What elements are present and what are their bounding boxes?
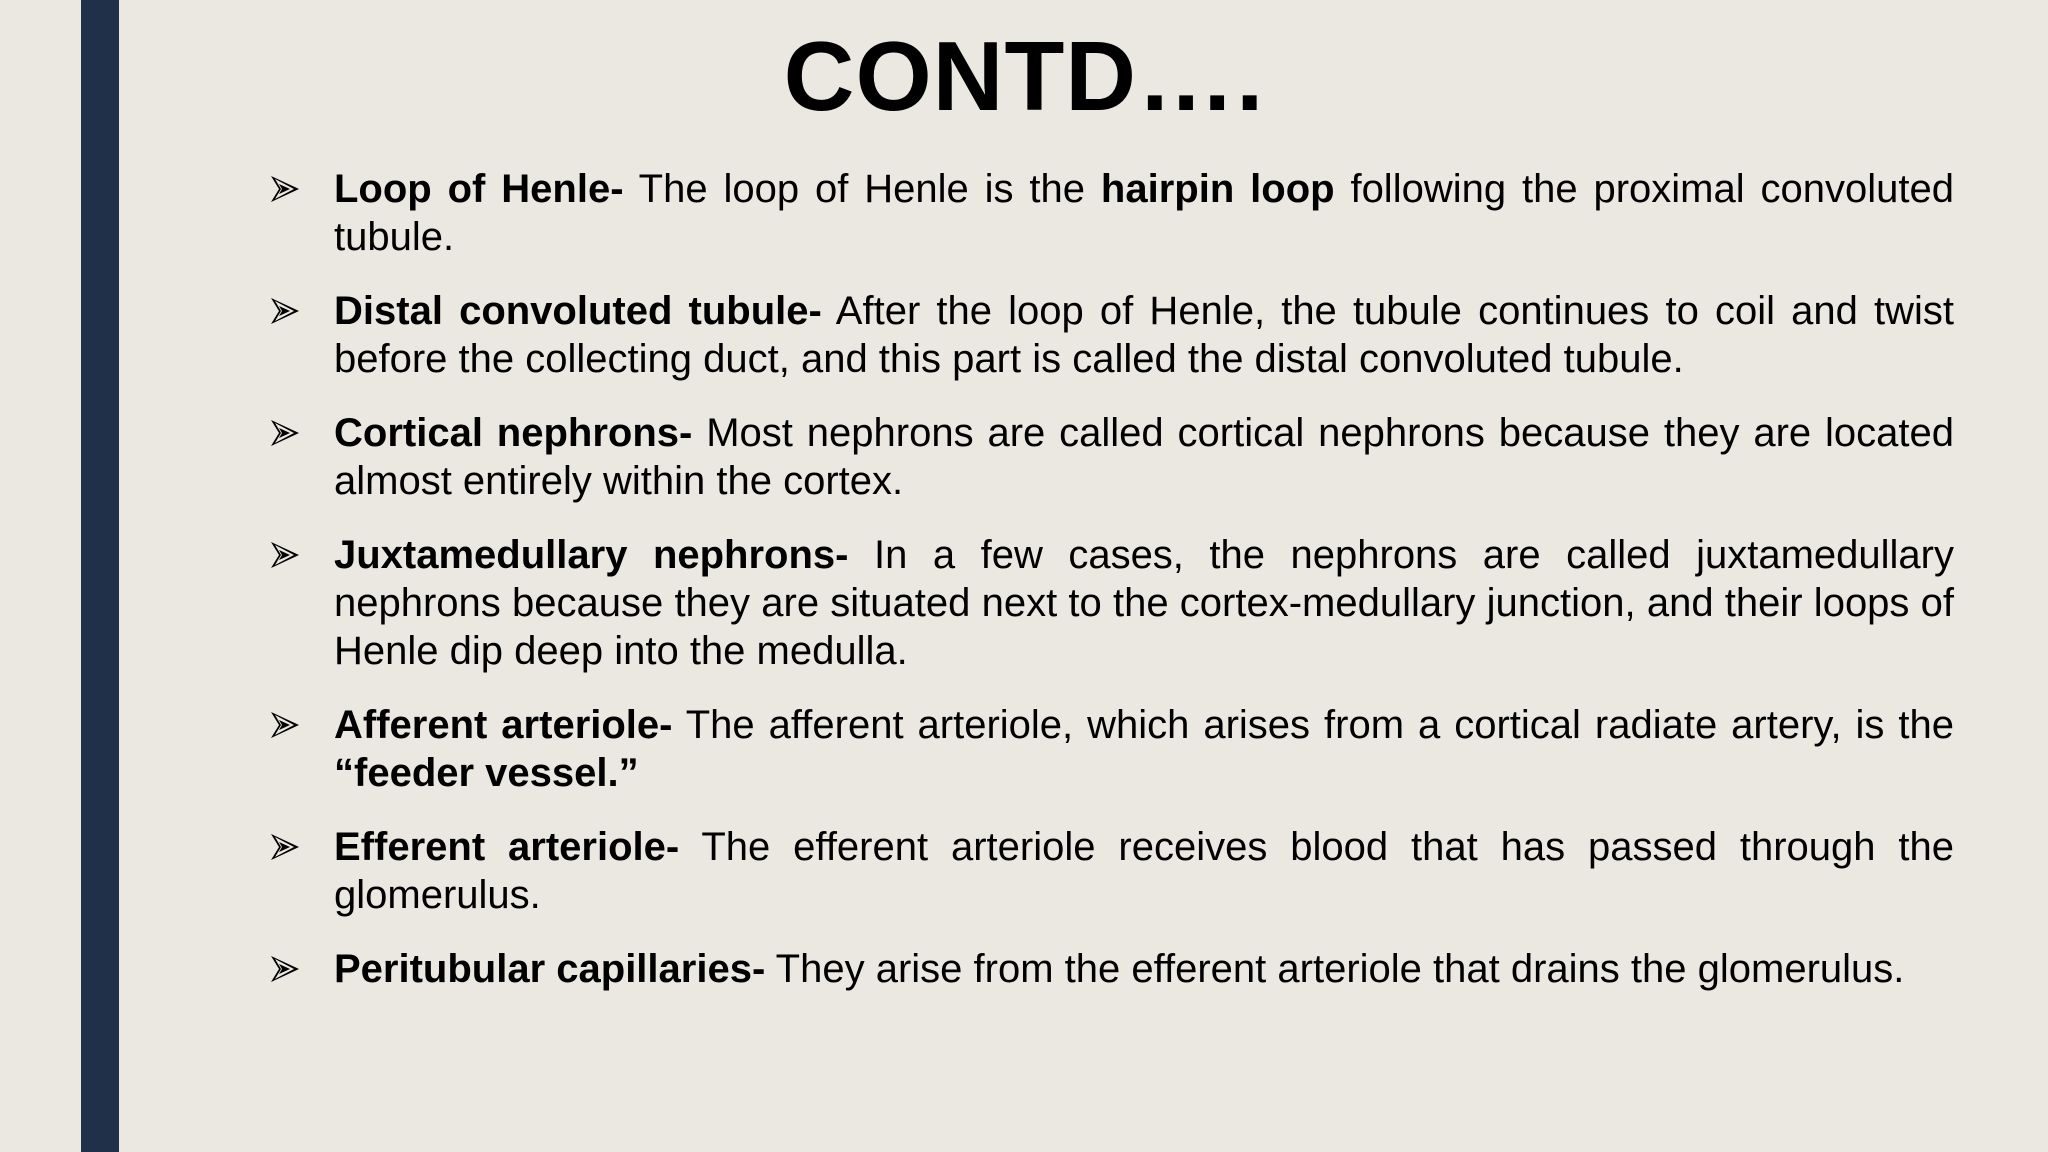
bullet-text-run: The efferent arteriole receives blood that has passed through the glomerulus. bbox=[334, 825, 1954, 917]
bullet-bold-term: Juxtamedullary nephrons- bbox=[334, 533, 849, 577]
bullet-bold-term: Distal convoluted tubule- bbox=[334, 289, 822, 333]
bullet-bold-term: Afferent arteriole- bbox=[334, 703, 673, 747]
arrowhead-bullet-icon bbox=[270, 701, 334, 749]
bullet-list bbox=[270, 165, 1954, 1019]
bullet-bold-term: Efferent arteriole- bbox=[334, 825, 680, 869]
bullet-bold-term: Loop of Henle- bbox=[334, 167, 624, 211]
arrowhead-bullet-icon bbox=[270, 287, 334, 335]
slide-title: CONTD…. bbox=[783, 21, 1265, 131]
bullet-item bbox=[270, 287, 1954, 383]
bullet-item bbox=[270, 409, 1954, 505]
bullet-item bbox=[270, 531, 1954, 675]
bullet-text bbox=[334, 531, 1954, 675]
bullet-text-run: After the loop of Henle, the tubule continues to coil and twist before the collecting duct, and this part is called the distal convoluted tubule. bbox=[334, 289, 1954, 381]
bullet-text bbox=[334, 165, 1954, 261]
bullet-bold-term: “feeder vessel.” bbox=[334, 751, 639, 795]
bullet-item bbox=[270, 701, 1954, 797]
bullet-text bbox=[334, 409, 1954, 505]
arrowhead-bullet-icon bbox=[270, 823, 334, 871]
bullet-text-run: Most nephrons are called cortical nephrons because they are located almost entirely within the cortex. bbox=[334, 411, 1955, 503]
arrowhead-bullet-icon bbox=[270, 531, 334, 579]
bullet-bold-term: Peritubular capillaries- bbox=[334, 947, 766, 991]
bullet-text-run: The afferent arteriole, which arises from a cortical radiate artery, is the bbox=[672, 703, 1954, 747]
side-accent-bar bbox=[81, 0, 119, 1152]
bullet-bold-term: Cortical nephrons- bbox=[334, 411, 693, 455]
bullet-text-run: The loop of Henle is the bbox=[623, 167, 1101, 211]
bullet-text-run: In a few cases, the nephrons are called juxtamedullary nephrons because they are situated next to the cortex-medullary junction, and their loops of Henle dip deep into the medulla. bbox=[334, 533, 1954, 673]
bullet-item bbox=[270, 165, 1954, 261]
bullet-text bbox=[334, 287, 1954, 383]
arrowhead-bullet-icon bbox=[270, 409, 334, 457]
bullet-text-run: They arise from the efferent arteriole that drains the glomerulus. bbox=[765, 947, 1905, 991]
arrowhead-bullet-icon bbox=[270, 165, 334, 213]
bullet-item bbox=[270, 945, 1954, 993]
bullet-item bbox=[270, 823, 1954, 919]
bullet-text bbox=[334, 945, 1954, 993]
bullet-text-run: following the proximal convoluted tubule. bbox=[334, 167, 1954, 259]
bullet-text bbox=[334, 701, 1954, 797]
arrowhead-bullet-icon bbox=[270, 945, 334, 993]
bullet-text bbox=[334, 823, 1954, 919]
bullet-bold-term: hairpin loop bbox=[1100, 167, 1335, 211]
